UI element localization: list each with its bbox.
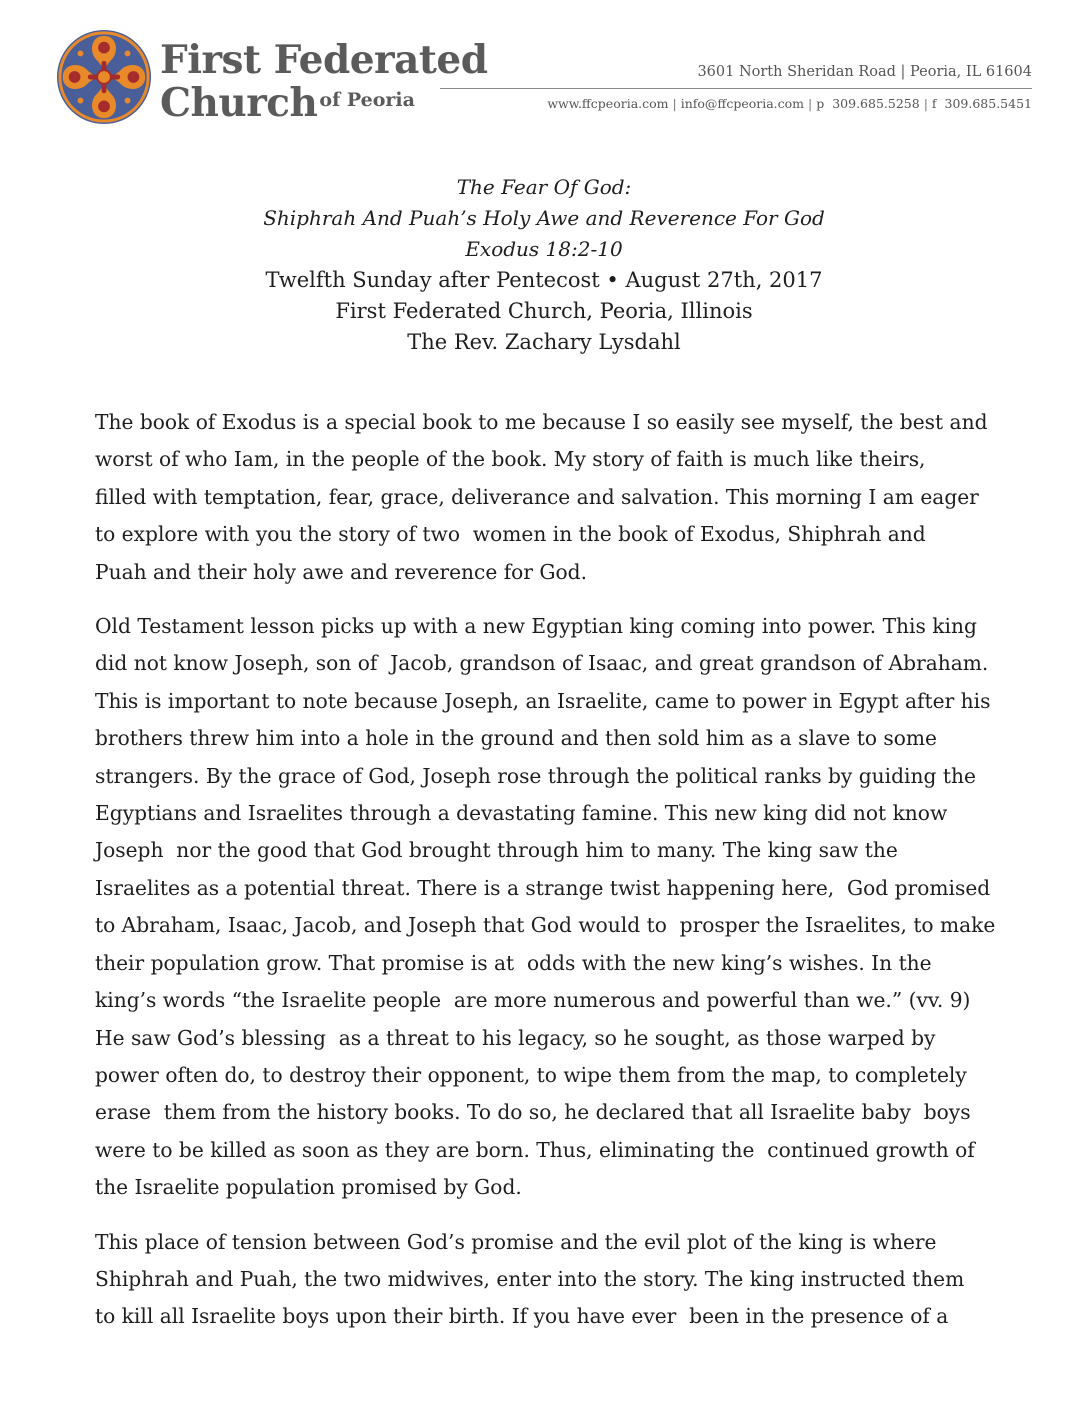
paragraph-line: Puah and their holy awe and reverence for God. <box>95 559 588 584</box>
fax-number: 309.685.5451 <box>944 96 1032 111</box>
brand-line1: First Federated <box>160 37 488 83</box>
scripture-reference: Exodus 18:2-10 <box>465 237 623 261</box>
paragraph-line: strangers. By the grace of God, Joseph rose through the political ranks by guiding the <box>95 763 976 788</box>
paragraph-line: brothers threw him into a hole in the ground and then sold him as a slave to some <box>95 726 937 751</box>
church-name <box>160 37 488 126</box>
sermon-location: First Federated Church, Peoria, Illinois <box>335 299 753 323</box>
paragraph-line: Shiphrah and Puah, the two midwives, enter into the story. The king instructed them <box>95 1266 965 1291</box>
paragraph-line: This is important to note because Joseph, an Israelite, came to power in Egypt after his <box>95 688 991 713</box>
quatrefoil-cross-logo-icon <box>55 28 153 126</box>
paragraph-line: did not know Joseph, son of Jacob, grandson of Isaac, and great grandson of Abraham. <box>95 651 989 676</box>
letterhead <box>0 0 1088 140</box>
paragraph-line: erase them from the history books. To do so, he declared that all Israelite baby boys <box>95 1100 971 1125</box>
phone-label: p <box>816 96 825 111</box>
paragraph-line: Old Testament lesson picks up with a new Egyptian king coming into power. This king <box>95 614 977 639</box>
church-address: 3601 North Sheridan Road | Peoria, IL 61604 <box>697 64 1032 80</box>
paragraph-line: to explore with you the story of two women in the book of Exodus, Shiphrah and <box>95 522 926 547</box>
paragraph-line: king’s words “the Israelite people are more numerous and powerful than we.” (vv. 9) <box>95 988 971 1013</box>
paragraph-line: He saw God’s blessing as a threat to his legacy, so he sought, as those warped by <box>95 1025 936 1050</box>
paragraph-line: filled with temptation, fear, grace, deliverance and salvation. This morning I am eager <box>95 484 979 509</box>
sermon-body <box>95 404 995 1353</box>
preacher-name: The Rev. Zachary Lysdahl <box>407 330 681 354</box>
sermon-subtitle: Shiphrah And Puah’s Holy Awe and Reverence For God <box>263 206 825 230</box>
brand-church: Church <box>160 80 318 126</box>
paragraph-line: Israelites as a potential threat. There is a strange twist happening here, God promised <box>95 875 991 900</box>
sermon-occasion: Twelfth Sunday after Pentecost • August 27th, 2017 <box>265 268 823 292</box>
sermon-heading <box>0 172 1088 358</box>
paragraph-line: power often do, to destroy their opponent, to wipe them from the map, to completely <box>95 1062 967 1087</box>
paragraph-line: The book of Exodus is a special book to me because I so easily see myself, the best and <box>95 410 988 434</box>
paragraph-line: Egyptians and Israelites through a devastating famine. This new king did not know <box>95 801 948 826</box>
contact-info: www.ffcpeoria.com | info@ffcpeoria.com | p 309.685.5258 | f 309.685.5451 <box>547 96 1032 111</box>
email-link[interactable]: info@ffcpeoria.com <box>680 96 805 111</box>
paragraph-line: This place of tension between God’s promise and the evil plot of the king is where <box>95 1229 937 1254</box>
body-paragraph <box>95 608 995 1207</box>
paragraph-line: to Abraham, Isaac, Jacob, and Joseph that God would to prosper the Israelites, to make <box>95 913 996 938</box>
paragraph-line: were to be killed as soon as they are born. Thus, eliminating the continued growth of <box>95 1137 975 1162</box>
letterhead-rule <box>440 88 1032 89</box>
paragraph-line: to kill all Israelite boys upon their birth. If you have ever been in the presence of a <box>95 1304 949 1329</box>
brand-suffix: of Peoria <box>319 89 415 111</box>
fax-label: f <box>931 96 937 111</box>
brand-line2 <box>160 80 487 126</box>
sermon-title: The Fear Of God: <box>456 175 632 199</box>
paragraph-line: the Israelite population promised by God. <box>95 1175 522 1200</box>
website-link[interactable]: www.ffcpeoria.com <box>547 96 669 111</box>
paragraph-line: Joseph nor the good that God brought through him to many. The king saw the <box>95 838 898 863</box>
paragraph-line: their population grow. That promise is at odds with the new king’s wishes. In the <box>95 950 932 975</box>
body-paragraph <box>95 404 995 591</box>
body-paragraph <box>95 1224 995 1336</box>
phone-number: 309.685.5258 <box>832 96 920 111</box>
paragraph-line: worst of who Iam, in the people of the book. My story of faith is much like theirs, <box>95 447 926 472</box>
